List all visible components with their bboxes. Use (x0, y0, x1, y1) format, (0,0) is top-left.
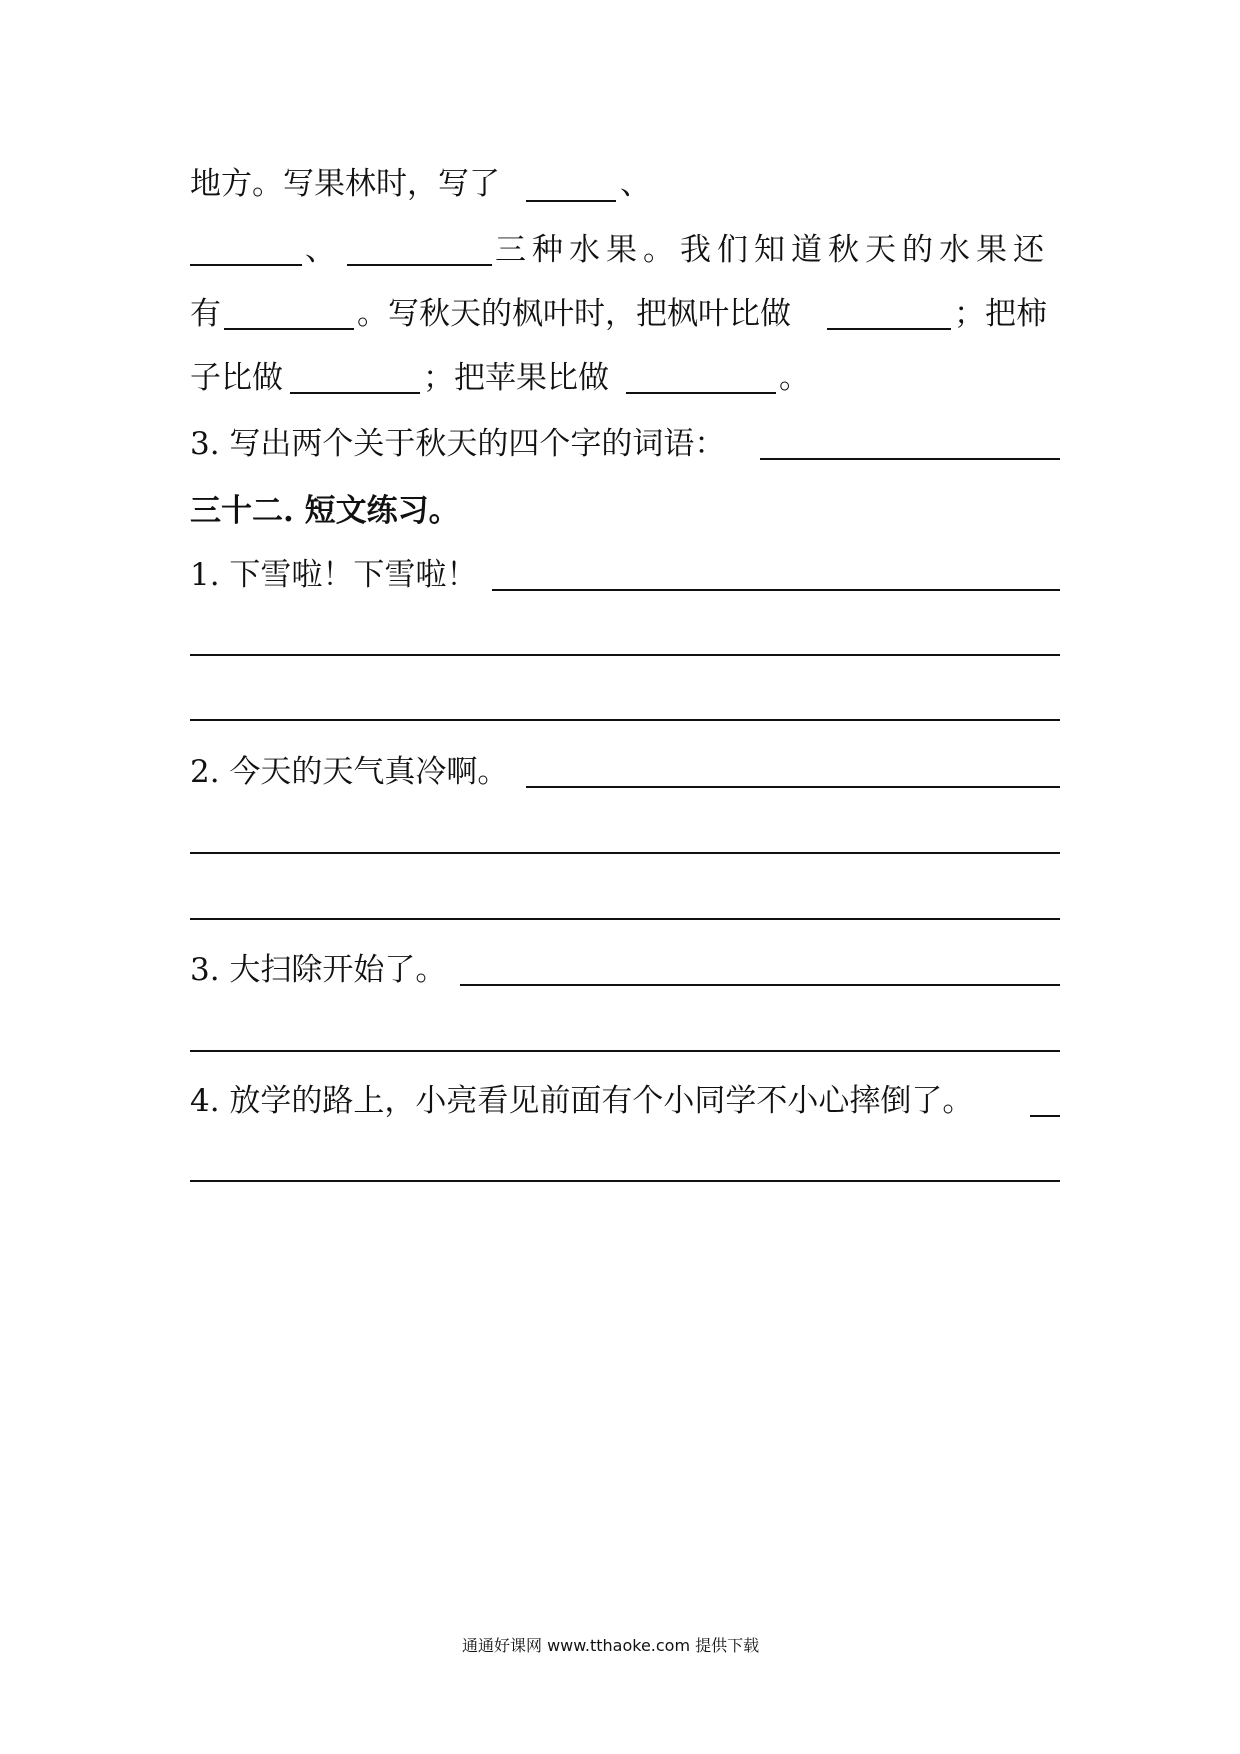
answer-line-ex4-1[interactable] (1030, 1115, 1060, 1117)
fill-blank-fruit-2[interactable] (190, 264, 302, 266)
answer-line-ex3-1[interactable] (460, 984, 1060, 986)
passage-line3-text-a: 有 (190, 296, 221, 332)
fill-blank-persimmon[interactable] (290, 392, 420, 394)
answer-line-ex1-2[interactable] (190, 654, 1060, 656)
fill-blank-fruit-3[interactable] (347, 264, 492, 266)
answer-line-ex2-2[interactable] (190, 852, 1060, 854)
passage-line2-text: 三种水果。我们知道秋天的水果还 (495, 232, 1050, 268)
exercise-3-prompt: 3. 大扫除开始了。 (190, 952, 447, 988)
fill-blank-other-fruit[interactable] (224, 328, 354, 330)
exercise-1-prompt: 1. 下雪啦！下雪啦！ (190, 557, 478, 593)
answer-line-q3[interactable] (760, 458, 1060, 460)
passage-line3-text-c: ；把柿 (954, 296, 1047, 332)
footer-download-note: 通通好课网 www.tthaoke.com 提供下载 (462, 1636, 760, 1655)
answer-line-ex2-1[interactable] (526, 786, 1060, 788)
passage-line2-separator: 、 (305, 232, 336, 268)
answer-line-ex2-3[interactable] (190, 918, 1060, 920)
passage-line1-text-a: 地方。写果林时，写了 (190, 166, 500, 202)
exercise-4-prompt: 4. 放学的路上，小亮看见前面有个小同学不小心摔倒了。 (190, 1083, 974, 1119)
answer-line-ex1-3[interactable] (190, 719, 1060, 721)
passage-line4-text-c: 。 (779, 360, 810, 396)
answer-line-ex4-2[interactable] (190, 1180, 1060, 1182)
passage-line1-text-b: 、 (620, 166, 651, 202)
passage-line4-text-a: 子比做 (190, 360, 283, 396)
passage-line3-text-b: 。写秋天的枫叶时，把枫叶比做 (357, 296, 791, 332)
question-3-prompt: 3. 写出两个关于秋天的四个字的词语： (190, 426, 726, 462)
passage-line4-text-b: ；把苹果比做 (423, 360, 609, 396)
fill-blank-maple-leaf[interactable] (827, 328, 951, 330)
fill-blank-fruit-1[interactable] (526, 200, 616, 202)
fill-blank-apple[interactable] (626, 392, 776, 394)
answer-line-ex1-1[interactable] (492, 589, 1060, 591)
exercise-2-prompt: 2. 今天的天气真冷啊。 (190, 754, 509, 790)
section-title: 三十二. 短文练习。 (190, 493, 460, 529)
answer-line-ex3-2[interactable] (190, 1050, 1060, 1052)
